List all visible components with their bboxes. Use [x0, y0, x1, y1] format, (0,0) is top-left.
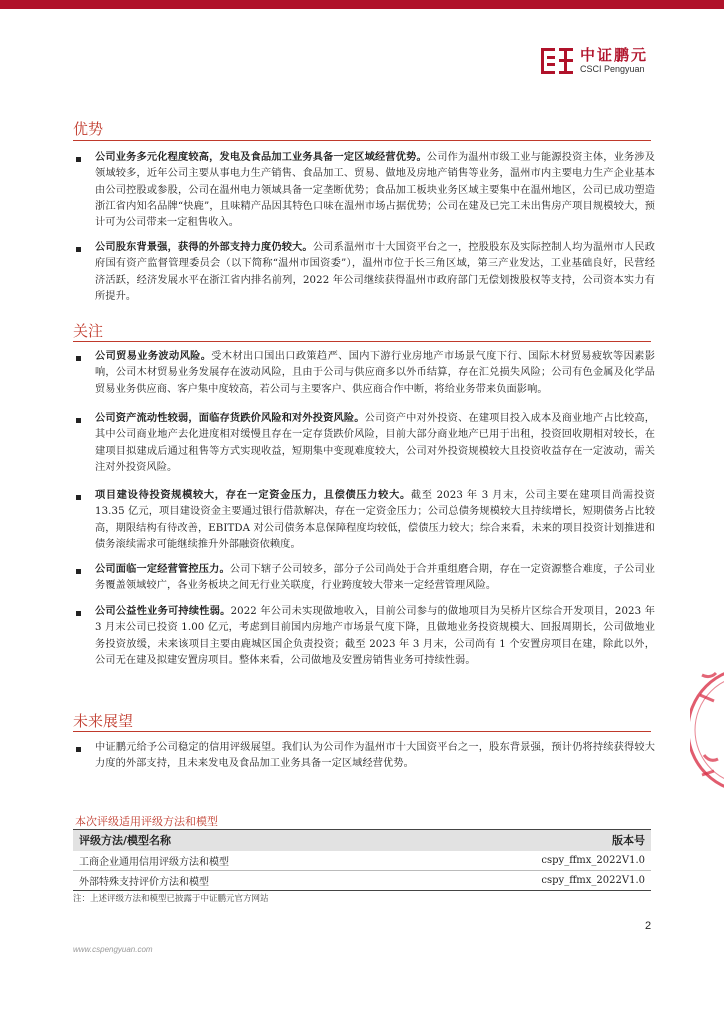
bullet-icon — [76, 611, 81, 616]
section-divider — [73, 341, 651, 342]
section-title-advantages: 优势 — [73, 120, 104, 138]
table-row — [73, 851, 651, 871]
table-cell: 工商企业通用信用评级方法和模型 — [73, 851, 410, 871]
section-title-concerns: 关注 — [73, 322, 104, 340]
section-divider — [73, 140, 651, 141]
table-cell: cspy_ffmx_2022V1.0 — [410, 851, 651, 871]
bullet-icon — [76, 747, 81, 752]
top-accent-bar — [0, 0, 724, 9]
footer-url: www.cspengyuan.com — [73, 945, 153, 954]
bullet-icon — [76, 418, 81, 423]
list-item: 公司公益性业务可持续性弱。2022 年公司未实现做地收入，目前公司参与的做地项目为吴桥片区综合开发项目，2023 年 3 月末公司已投资 1.00 亿元，考虑到目前国内房地产市场景气度下降，且做地业务投资规模大、回报周期长，公司做地业务投资放缓，未来该项目主要由鹿城区国企负责投资；截至 2023 年 3 月末，公司尚有 1 个安置房项目在建，除此以外，公司无在建及拟建安置房项目。整体来看，公司做地及安置房销售业务可持续性弱。 — [95, 606, 655, 666]
logo-chinese-name: 中证鹏元 — [580, 46, 649, 64]
bullet-icon — [76, 495, 81, 500]
logo-mark-icon — [540, 44, 574, 78]
list-item: 项目建设待投资规模较大，存在一定资金压力，且偿债压力较大。截至 2023 年 3 月末，公司主要在建项目尚需投资 13.35 亿元，项目建设资金主要通过银行借款解决，存在一定资金压力；公司总债务规模较大且持续增长，短期债务占比较高，期限结构有待改善，EBITDA 对公司债务本息保障程度均较低，偿债压力较大；综合来看，未来的项目投资计划推进和债务滚续需求可能继续推升外部融资依赖度。 — [95, 490, 656, 550]
table-cell: 外部特殊支持评价方法和模型 — [73, 871, 410, 891]
list-item: 公司股东背景强，获得的外部支持力度仍较大。公司系温州市十大国资平台之一，控股股东及实际控制人均为温州市人民政府国有资产监督管理委员会（以下简称“温州市国资委”），温州市位于长三角区域，第三产业发达，工业基础良好，民营经济活跃，经济发展水平在浙江省内排名前列，2022 年公司继续获得温州市政府部门无偿划拨股权等支持，公司资本实力有所提升。 — [95, 242, 655, 302]
table-header-row — [73, 830, 651, 851]
bullet-icon — [76, 569, 81, 574]
page-number: 2 — [645, 920, 652, 932]
section-divider — [73, 731, 651, 732]
table-note: 注：上述评级方法和模型已披露于中证鹏元官方网站 — [73, 894, 269, 904]
bullet-icon — [76, 247, 81, 252]
column-header: 评级方法/模型名称 — [73, 830, 410, 851]
bullet-icon — [76, 356, 81, 361]
company-logo — [540, 44, 660, 80]
column-header: 版本号 — [410, 830, 651, 851]
logo-english-name: CSCI Pengyuan — [580, 64, 645, 74]
list-item: 公司业务多元化程度较高，发电及食品加工业务具备一定区域经营优势。公司作为温州市级工业与能源投资主体，业务涉及领域较多，近年公司主要从事电力生产销售、食品加工、贸易、做地及房地产销售等业务，温州市内主要电力生产企业基本由公司控股或参股，公司在温州电力领域具备一定垄断优势；食品加工板块业务区域主要集中在温州地区，公司已成功塑造浙江省内知名品牌“快鹿”，且味精产品因其特色口味在温州市场占据优势；公司在建及已完工未出售房产项目规模较大，预计可为公司带来一定租售收入。 — [95, 152, 655, 229]
methods-table — [73, 829, 651, 891]
table-title: 本次评级适用评级方法和模型 — [75, 815, 218, 828]
bullet-icon — [76, 157, 81, 162]
table-cell: cspy_ffmx_2022V1.0 — [410, 871, 651, 891]
list-item: 公司资产流动性较弱，面临存货跌价风险和对外投资风险。公司资产中对外投资、在建项目投入成本及商业地产占比较高，其中公司商业地产去化进度相对缓慢且存在一定存货跌价风险，目前大部分商业地产已用于出租，投资回收期相对较长，在建项目拟建成后通过租售等方式实现收益，短期集中变现难度较大，公司对外投资规模较大且投资收益存在一定波动，需关注对外投资风险。 — [95, 413, 655, 473]
table-row — [73, 871, 651, 891]
red-seal-stamp-icon — [690, 655, 724, 805]
section-title-outlook: 未来展望 — [73, 712, 134, 730]
list-item: 公司面临一定经营管控压力。公司下辖子公司较多，部分子公司尚处于合并重组磨合期，存在一定资源整合难度，子公司业务覆盖领域较广，各业务板块之间无行业关联度，行业跨度较大带来一定经营管理风险。 — [95, 564, 655, 592]
list-item: 中证鹏元给予公司稳定的信用评级展望。我们认为公司作为温州市十大国资平台之一，股东背景强，预计仍将持续获得较大力度的外部支持，且未来发电及食品加工业务具备一定区域经营优势。 — [95, 742, 655, 770]
list-item: 公司贸易业务波动风险。受木材出口国出口政策趋严、国内下游行业房地产市场景气度下行、国际木材贸易疲软等因素影响，公司木材贸易业务发展存在波动风险，且由于公司与供应商多以外币结算，存在汇兑损失风险；公司有色金属及化学品贸易业务供应商、客户集中度较高，若公司与主要客户、供应商合作中断，将给业务带来负面影响。 — [95, 351, 655, 395]
